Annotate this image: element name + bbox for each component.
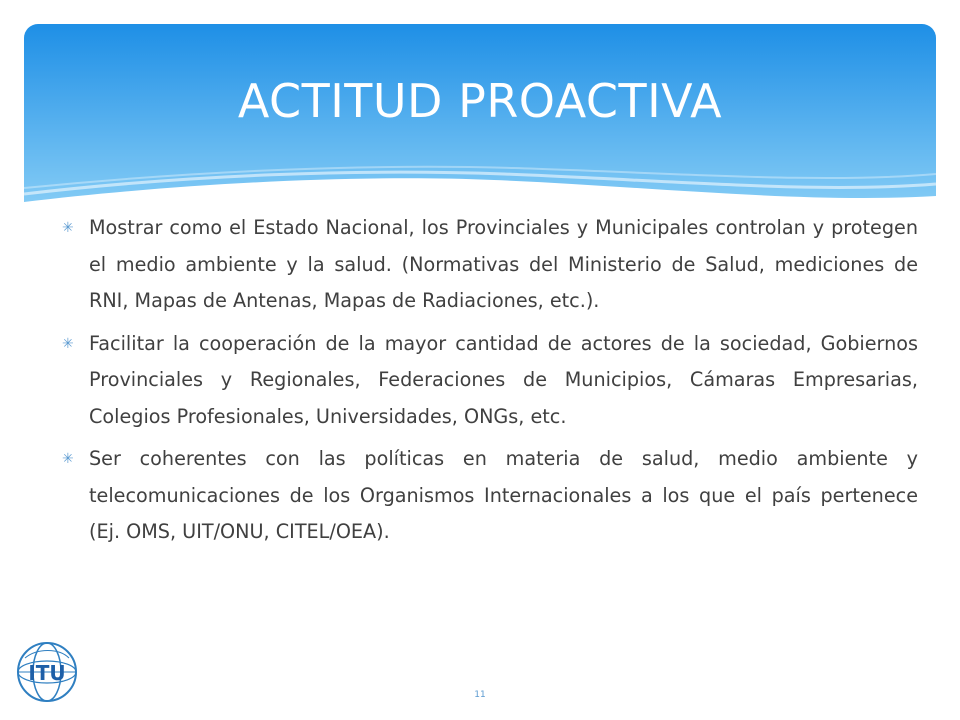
bullet-text: Facilitar la cooperación de la mayor cantidad de actores de la sociedad, Gobiernos Provinciales y Regionales, Federaciones de Municipios, Cámaras Empresarias, Colegios Profesionales, Universidades, ONGs, etc. (89, 331, 918, 428)
bullet-text: Ser coherentes con las políticas en materia de salud, medio ambiente y telecomunicaciones de los Organismos Internacionales a los que el país pertenece (Ej. OMS, UIT/ONU, CITEL/OEA). (89, 447, 918, 543)
asterisk-bullet-icon: ✳ (62, 451, 74, 467)
logo-text: ITU (28, 661, 66, 685)
itu-logo-icon (15, 640, 79, 704)
list-item (62, 441, 918, 551)
asterisk-bullet-icon: ✳ (62, 220, 74, 236)
slide-title: ACTITUD PROACTIVA (237, 74, 723, 128)
bullet-text: Mostrar como el Estado Nacional, los Provinciales y Municipales controlan y protegen el medio ambiente y la salud. (Normativas del Ministerio de Salud, mediciones de RNI, Mapas de Antenas, Mapas de Radiaciones, etc.). (89, 216, 918, 312)
page-number: 11 (474, 690, 486, 700)
asterisk-bullet-icon: ✳ (62, 335, 74, 352)
bullet-list (62, 210, 918, 557)
list-item (62, 210, 918, 320)
list-item (62, 326, 918, 436)
